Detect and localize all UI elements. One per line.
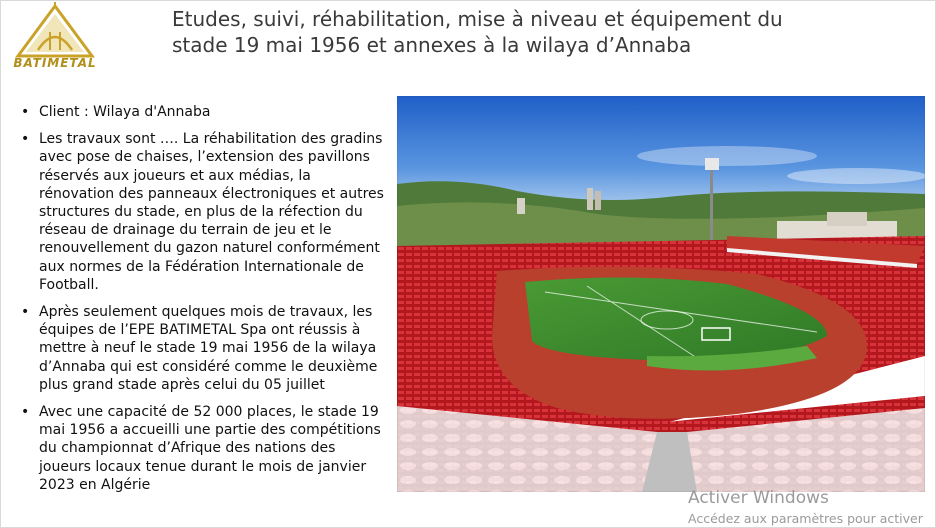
bullet-item-result <box>18 303 390 394</box>
logo-emblem-icon <box>10 2 100 62</box>
slide-title-line-2: stade 19 mai 1956 et annexes à la wilaya d’Annaba <box>172 33 692 57</box>
bullet-marker: • <box>21 304 30 321</box>
bullet-marker: • <box>21 104 30 120</box>
bullet-text: Après seulement quelques mois de travaux, les équipes de l’EPE BATIMETAL Spa ont réussis à mettre à neuf le stade 19 mai 1956 de la wilaya d’Annaba qui est considéré comme le deuxième plus grand stade après celui du 05 juillet <box>39 304 378 393</box>
bullet-item-works <box>18 130 390 294</box>
activation-title: Activer Windows <box>688 488 829 508</box>
bullet-text: Client : Wilaya d'Annaba <box>39 104 211 120</box>
windows-activation-watermark <box>688 488 923 526</box>
stadium-photo <box>397 96 925 492</box>
bullet-marker: • <box>21 131 30 148</box>
bullet-marker: • <box>21 404 30 421</box>
logo-wordmark: BATIMETAL <box>13 56 97 70</box>
bullet-item-capacity <box>18 403 390 494</box>
bullet-text: Les travaux sont …. La réhabilitation des gradins avec pose de chaises, l’extension des pavillons réservés aux joueurs et aux médias, la rénovation des panneaux électroniques et autres structures du stade, en plus de la réfection du réseau de drainage du terrain de jeu et le renouvellement du gazon naturel conformément aux normes de la Fédération Internationale de Football. <box>39 131 384 293</box>
slide-title-line-1: Etudes, suivi, réhabilitation, mise à niveau et équipement du <box>172 7 783 31</box>
bullet-list <box>18 103 390 503</box>
bullet-item-client <box>18 103 390 121</box>
floodlight-mast <box>710 160 713 240</box>
bullet-text: Avec une capacité de 52 000 places, le stade 19 mai 1956 a accueilli une partie des compétitions du championnat d’Afrique des nations des joueurs locaux tenue durant le mois de janvier 2023 en Algérie <box>39 404 381 493</box>
slide-title <box>172 6 812 58</box>
activation-subtitle: Accédez aux paramètres pour activer <box>688 511 923 526</box>
